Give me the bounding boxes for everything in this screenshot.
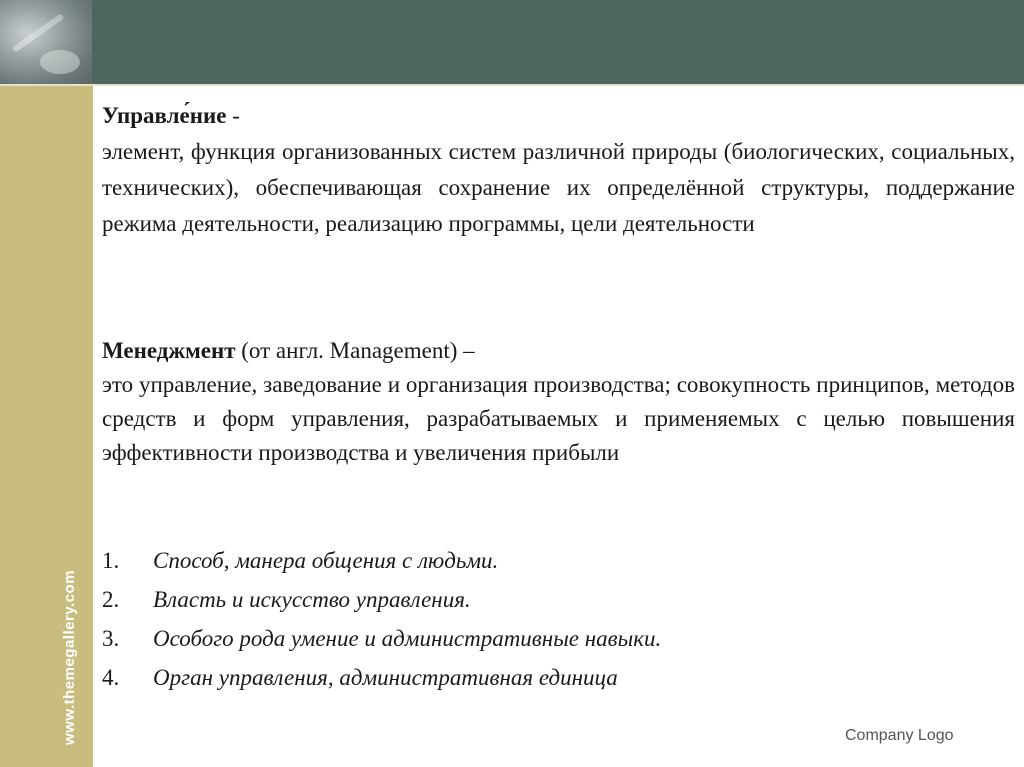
- list-number: 4.: [102, 665, 120, 690]
- list-text: Особого рода умение и административные навыки.: [153, 626, 662, 651]
- term-title: Управле́ние: [102, 103, 227, 128]
- list-item: [102, 541, 802, 580]
- list-number: 1.: [102, 548, 120, 573]
- list-number: 2.: [102, 587, 120, 612]
- meaning-list: [102, 541, 802, 697]
- list-number: 3.: [102, 626, 120, 651]
- definition-block-1: [102, 98, 1015, 242]
- term-line: [102, 98, 1015, 134]
- term-title: Менеджмент: [102, 338, 236, 363]
- company-logo: Company Logo: [845, 727, 954, 744]
- term-definition: это управление, заведование и организация производства; совокупность принципов, методов средств и форм управления, разрабатываемых и применяемых с целью повышения эффективности производства и увеличения прибыли: [102, 372, 1015, 465]
- header-photo: [0, 0, 92, 84]
- header-divider: [0, 84, 1024, 86]
- sidebar-strip: [0, 86, 93, 767]
- list-item: [102, 619, 802, 658]
- list-item: [102, 580, 802, 619]
- list-text: Способ, манера общения с людьми.: [153, 548, 499, 573]
- term-line: [102, 334, 1015, 368]
- list-text: Орган управления, административная единица: [153, 665, 618, 690]
- sidebar-url-text: www.themegallery.com: [61, 569, 78, 745]
- list-item: [102, 658, 802, 697]
- definition-block-2: [102, 334, 1015, 470]
- term-connector: -: [226, 103, 240, 128]
- term-connector: (от англ. Management) –: [235, 338, 475, 363]
- header-bar: [0, 0, 1024, 84]
- list-text: Власть и искусство управления.: [153, 587, 471, 612]
- term-definition: элемент, функция организованных систем различной природы (биологических, социальных, технических), обеспечивающая сохранение их определённой структуры, поддержание режима деятельности, реализацию программы, цели деятельности: [102, 139, 1015, 236]
